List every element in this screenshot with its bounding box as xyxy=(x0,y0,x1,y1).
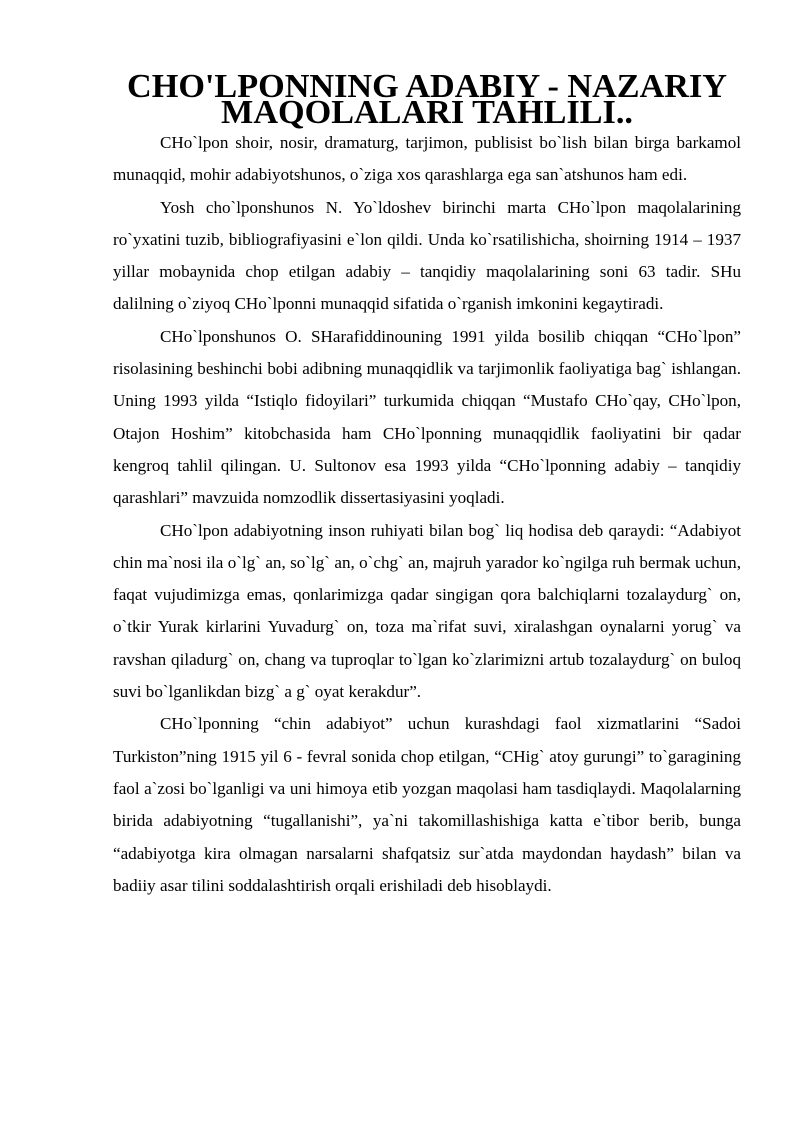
document-title: CHO'LPONNING ADABIY - NAZARIY MAQOLALARI TAHLILI.. xyxy=(127,68,727,131)
paragraph-3: CHo`lponshunos O. SHarafiddinouning 1991 yilda bosilib chiqqan “CHo`lpon” risolasining beshinchi bobi adibning munaqqidlik va tarjimonlik faoliyatiga bag` ishlangan. Uning 1993 yilda “Istiqlo fidoyilari” turkumida chiqqan “Mustafo CHo`qay, CHo`lpon, Otajon Hoshim” kitobchasida ham CHo`lponning munaqqidlik faoliyatini bir qadar kengroq tahlil qilingan. U. Sultonov esa 1993 yilda “CHo`lponning adabiy – tanqidiy qarashlari” mavzuida nomzodlik dissertasiyasini yoqladi. xyxy=(113,326,741,508)
paragraph-5: CHo`lponning “chin adabiyot” uchun kurashdagi faol xizmatlarini “Sadoi Turkiston”ning 1915 yil 6 - fevral sonida chop etilgan, “CHig` atoy gurungi” to`garagining faol a`zosi bo`lganligi va uni himoya etib yozgan maqolasi ham tasdiqlaydi. Maqolalarning birida adabiyotning “tugallanishi”, ya`ni takomillashishiga katta e`tibor berib, bunga “adabiyotga kira olmagan narsalarni shafqatsiz sur`atda maydondan haydash” bilan va badiiy asar tilini soddalashtirish orqali erishiladi deb hisoblaydi. xyxy=(113,714,741,895)
paragraph-2: Yosh cho`lponshunos N. Yo`ldoshev birinchi marta CHo`lpon maqolalarining ro`yxatini tuzib, bibliografiyasini e`lon qildi. Unda ko`rsatilishicha, shoirning 1914 – 1937 yillar mobaynida chop etilgan adabiy – tanqidiy maqolalarining soni 63 tadir. SHu dalilning o`ziyoq CHo`lponni munaqqid sifatida o`rganish imkonini kegaytiradi. xyxy=(113,197,741,314)
paragraph-4: CHo`lpon adabiyotning inson ruhiyati bilan bog` liq hodisa deb qaraydi: “Adabiyot chin ma`nosi ila o`lg` an, so`lg` an, o`chg` an, majruh yarador ko`ngilga ruh bermak uchun, faqat vujudimizga emas, qonlarimizga qadar singigan qora balchiqlarni tozalaydurg` on, o`tkir Yurak kirlarini Yuvadurg` on, toza ma`rifat suvi, xiralashgan oynalarni yorug` va ravshan qiladurg` on, chang va tuproqlar to`lgan ko`zlarimizni artub tozalaydurg` on buloq suvi bo`lganlikdan bizg` a g` oyat kerakdur”. xyxy=(113,520,741,702)
document-page xyxy=(113,68,741,902)
paragraph-1: CHo`lpon shoir, nosir, dramaturg, tarjimon, publisist bo`lish bilan birga barkamol munaqqid, mohir adabiyotshunos, o`ziga xos qarashlarga ega san`atshunos ham edi. xyxy=(113,133,741,185)
